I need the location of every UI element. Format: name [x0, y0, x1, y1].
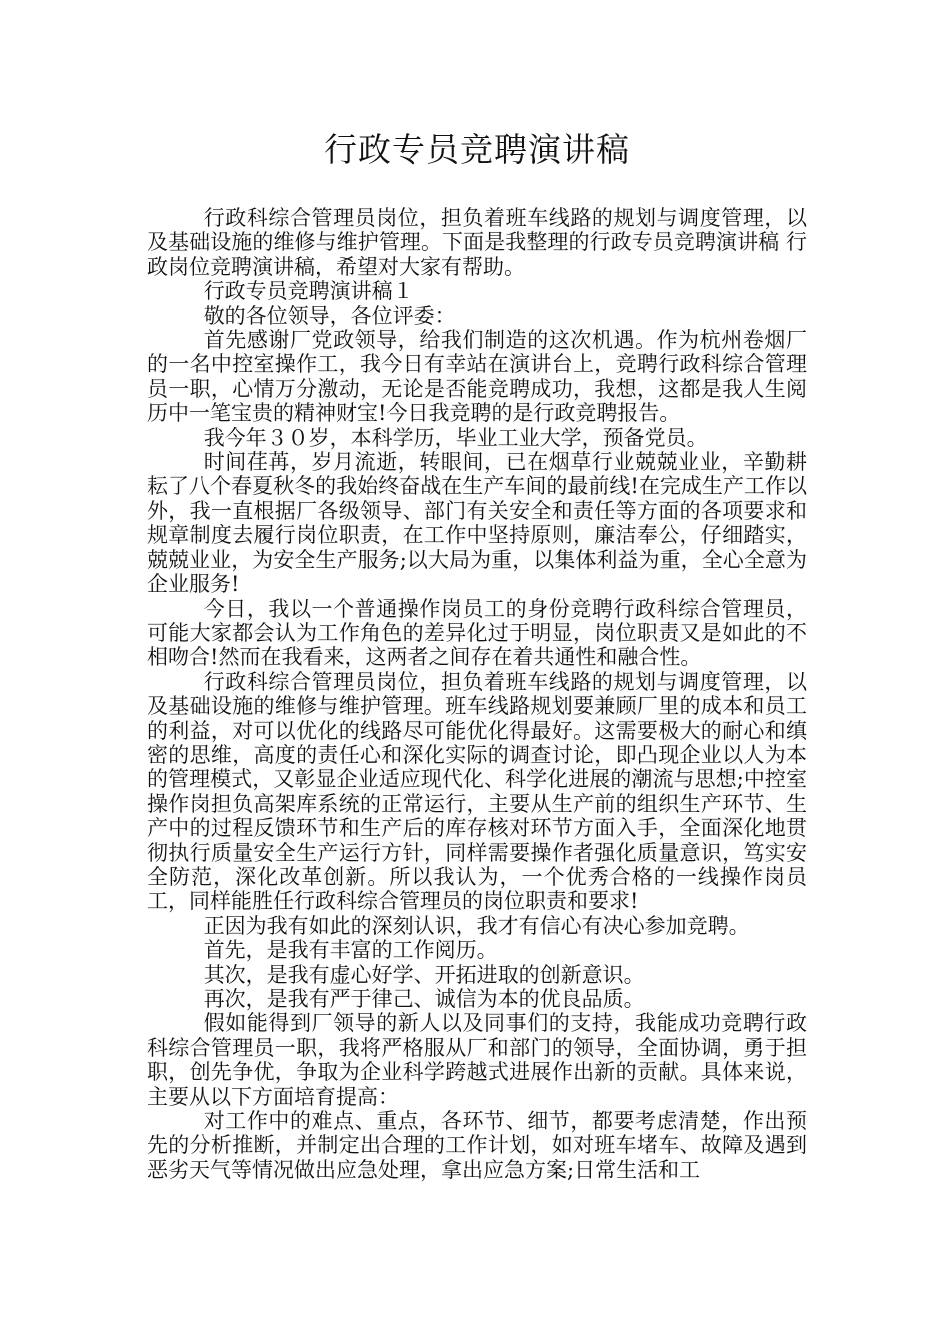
document-title: 行政专员竞聘演讲稿 — [324, 130, 630, 169]
paragraph: 行政科综合管理员岗位，担负着班车线路的规划与调度管理，以及基础设施的维修与维护管理。班车线路规划要兼顾厂里的成本和员工的利益，对可以优化的线路尽可能优化得最好。这需要极大的耐心和缜密的思维，高度的责任心和深化实际的调查讨论，即凸现企业以人为本的管理模式，又彰显企业适应现代化、科学化进展的潮流与思想;中控室操作岗担负高架库系统的正常运行，主要从生产前的组织生产环节、生产中的过程反馈环节和生产后的库存核对环节方面入手，全面深化地贯彻执行质量安全生产运行方针，同样需要操作者强化质量意识，笃实安全防范，深化改革创新。所以我认为，一个优秀合格的一线操作岗员工，同样能胜任行政科综合管理员的岗位职责和要求! — [147, 669, 807, 914]
paragraph: 行政科综合管理员岗位，担负着班车线路的规划与调度管理，以及基础设施的维修与维护管理。下面是我整理的行政专员竞聘演讲稿 行政岗位竞聘演讲稿，希望对大家有帮助。 — [147, 206, 807, 279]
paragraph: 对工作中的难点、重点，各环节、细节，都要考虑清楚，作出预先的分析推断，并制定出合理的工作计划，如对班车堵车、故障及遇到恶劣天气等情况做出应急处理，拿出应急方案;日常生活和工 — [147, 1109, 807, 1182]
document-page — [147, 128, 807, 1182]
paragraph: 今日，我以一个普通操作岗员工的身份竞聘行政科综合管理员，可能大家都会认为工作角色的差异化过于明显，岗位职责又是如此的不相吻合!然而在我看来，这两者之间存在着共通性和融合性。 — [147, 596, 807, 670]
paragraph: 首先，是我有丰富的工作阅历。 — [203, 938, 498, 963]
paragraph: 其次，是我有虚心好学、开拓进取的创新意识。 — [203, 962, 645, 987]
paragraph: 首先感谢厂党政领导，给我们制造的这次机遇。作为杭州卷烟厂的一名中控室操作工，我今日有幸站在演讲台上，竞聘行政科综合管理员一职，心情万分激动，无论是否能竞聘成功，我想，这都是我人生阅历中一笔宝贵的精神财宝!今日我竞聘的是行政竞聘报告。 — [147, 328, 807, 426]
paragraph: 正因为我有如此的深刻认识，我才有信心有决心参加竞聘。 — [203, 913, 750, 938]
paragraph: 我今年３０岁，本科学历，毕业工业大学，预备党员。 — [203, 425, 708, 450]
paragraph: 敬的各位领导，各位评委： — [203, 303, 456, 328]
paragraph: 再次，是我有严于律己、诚信为本的优良品质。 — [203, 987, 645, 1011]
paragraph: 假如能得到厂领导的新人以及同事们的支持，我能成功竞聘行政科综合管理员一职，我将严格服从厂和部门的领导，全面协调，勇于担职，创先争优，争取为企业科学跨越式进展作出新的贡献。具体来说，主要从以下方面培育提高： — [147, 1011, 807, 1109]
paragraph: 行政专员竞聘演讲稿１ — [203, 279, 414, 304]
paragraph: 时间荏苒，岁月流逝，转眼间，已在烟草行业兢兢业业，辛勤耕耘了八个春夏秋冬的我始终奋战在生产车间的最前线!在完成生产工作以外，我一直根据厂各级领导、部门有关安全和责任等方面的各项要求和规章制度去履行岗位职责，在工作中坚持原则，廉洁奉公，仔细踏实，兢兢业业，为安全生产服务;以大局为重，以集体利益为重，全心全意为企业服务! — [147, 450, 807, 597]
document-body — [147, 206, 807, 1182]
